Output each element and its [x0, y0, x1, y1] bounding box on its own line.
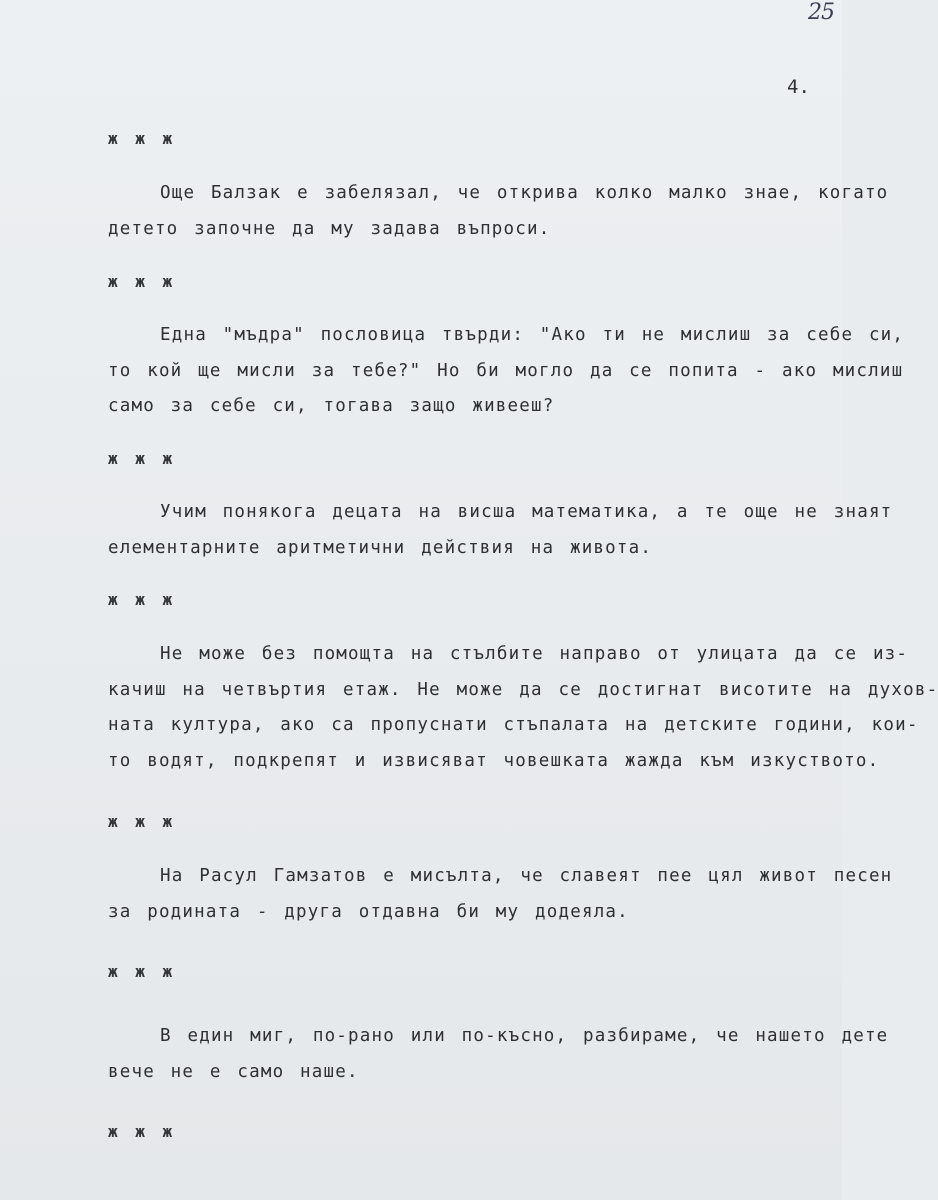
- paragraph-line: за родината - друга отдавна би му додеяла.: [108, 901, 629, 922]
- paragraph-line: ната култура, ако са пропуснати стъпалата на детските години, кои-: [108, 715, 919, 735]
- paragraph-line: само за себе си, тогава защо живееш?: [108, 396, 555, 416]
- page-number: 4.: [787, 76, 810, 98]
- section-separator: ж ж ж: [108, 272, 177, 291]
- paragraph-line: то водят, подкрепят и извисяват човешката жажда към изкуството.: [108, 750, 880, 771]
- paragraph-6: [108, 1019, 889, 1090]
- paragraph-3: [108, 495, 893, 566]
- paragraph-line: то кой ще мисли за тебе?" Но би могло да се попита - ако мислиш: [108, 360, 904, 381]
- paragraph-line: качиш на четвъртия етаж. Не може да се достигнат висотите на духов-: [108, 679, 938, 700]
- paragraph-line: Още Балзак е забелязал, че открива колко малко знае, когато: [160, 183, 889, 203]
- paragraph-4: [108, 637, 938, 779]
- paragraph-line: детето започне да му задава въпроси.: [108, 218, 551, 239]
- section-separator: ж ж ж: [108, 590, 177, 609]
- section-separator: ж ж ж: [108, 812, 177, 831]
- paragraph-line: елементарните аритметични действия на живота.: [108, 537, 653, 558]
- paragraph-line: вече не е само наше.: [108, 1061, 359, 1082]
- section-separator: ж ж ж: [108, 1122, 177, 1141]
- paragraph-line: В един миг, по-рано или по-късно, разбираме, че нашето дете: [160, 1026, 889, 1046]
- paragraph-line: На Расул Гамзатов е мисълта, че славеят пее цял живот песен: [160, 866, 893, 886]
- section-separator: ж ж ж: [108, 129, 177, 148]
- archive-page-number: 25: [808, 0, 834, 25]
- section-separator: ж ж ж: [108, 962, 177, 981]
- paragraph-line: Не може без помощта на стълбите направо от улицата да се из-: [160, 644, 909, 664]
- paragraph-1: [108, 176, 889, 247]
- paragraph-line: Учим понякога децата на висша математика, а те още не знаят: [160, 502, 893, 522]
- paragraph-line: Една "мъдра" пословица твърди: "Ако ти не мислиш за себе си,: [160, 325, 905, 345]
- paragraph-2: [108, 318, 905, 425]
- section-separator: ж ж ж: [108, 449, 177, 468]
- paragraph-5: [108, 859, 893, 930]
